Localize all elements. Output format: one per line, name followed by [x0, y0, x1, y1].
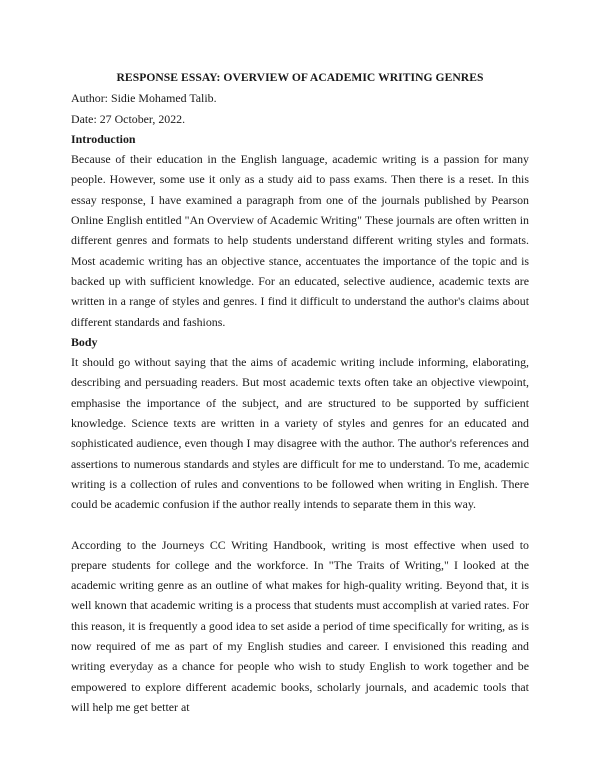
- author-line: Author: Sidie Mohamed Talib.: [71, 91, 217, 106]
- introduction-paragraph: Because of their education in the English language, academic writing is a passion for many people. However, some use it only as a study aid to pass exams. Then there is a reset. In this essay response, I have examined a paragraph from one of the journals published by Pearson Online English entitled "An Overview of Academic Writing" These journals are often written in different genres and formats to help students understand different writing styles and formats. Most academic writing has an objective stance, accentuates the importance of the topic and is backed up with sufficient knowledge. For an educated, selective audience, academic texts are written in a range of styles and genres. I find it difficult to understand the author's claims about different standards and fashions.: [71, 152, 529, 329]
- body-paragraph-1: It should go without saying that the aims of academic writing include informing, elaborating, describing and persuading readers. But most academic texts often take an objective viewpoint, emphasise the importance of the subject, and are structured to be supported by sufficient knowledge. Science texts are written in a variety of styles and genres for an educated and sophisticated audience, even though I may disagree with the author. The author's references and assertions to numerous standards and styles are difficult for me to understand. To me, academic writing is a collection of rules and conventions to be followed when writing in English. There could be academic confusion if the author really intends to separate them in this way.: [71, 355, 529, 512]
- section-heading-introduction: Introduction: [71, 131, 136, 146]
- essay-title: RESPONSE ESSAY: OVERVIEW OF ACADEMIC WRITING GENRES: [116, 71, 484, 84]
- date-line: Date: 27 October, 2022.: [71, 111, 186, 126]
- section-heading-body: Body: [71, 334, 98, 349]
- paragraph-gap: [71, 515, 529, 535]
- body-paragraph-2: According to the Journeys CC Writing Handbook, writing is most effective when used to prepare students for college and the workforce. In "The Traits of Writing," I looked at the academic writing genre as an outline of what makes for high-quality writing. Beyond that, it is well known that academic writing is a process that students must accomplish at varied rates. For this reason, it is frequently a good idea to set aside a period of time specifically for writing, as is now required of me as part of my English studies and career. I envisioned this reading and writing everyday as a chance for people who wish to study English to work together and be empowered to explore different academic books, scholarly journals, and academic tools that will help me get better at: [71, 537, 529, 714]
